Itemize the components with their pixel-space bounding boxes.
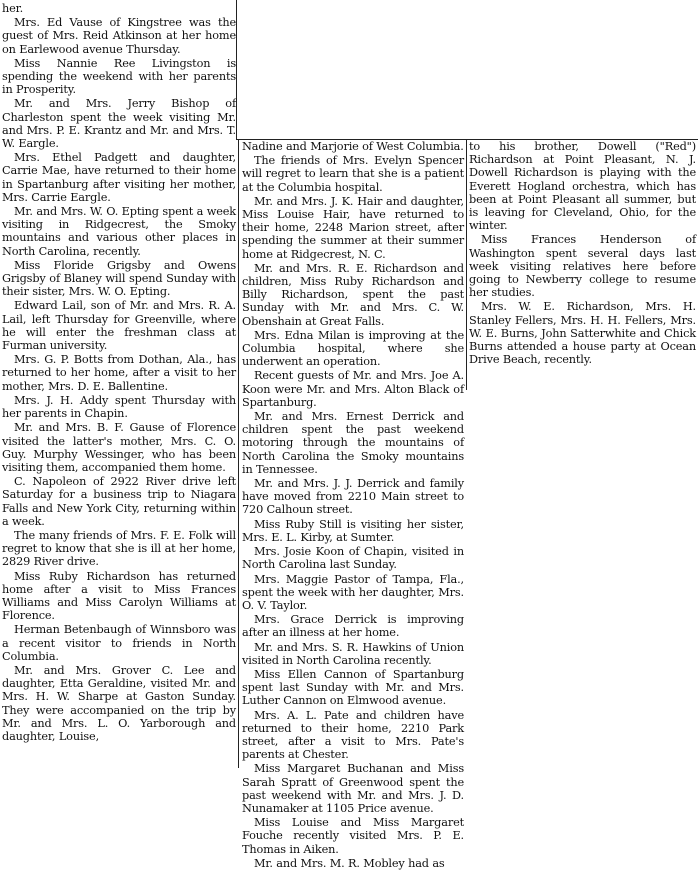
news-item: Miss Margaret Buchanan and Miss Sarah Spratt of Greenwood spent the past weekend with Mr. and Mrs. J. D. Nunamaker at 1105 Price avenue. (242, 762, 464, 815)
news-item: Mrs. W. E. Richardson, Mrs. H. Stanley Fellers, Mrs. H. H. Fellers, Mrs. W. E. Burns, John Satterwhite and Chick Burns attended a house party at Ocean Drive Beach, recently. (469, 300, 696, 367)
news-item: Mr. and Mrs. M. R. Mobley had as (254, 856, 445, 870)
news-item: to his brother, Dowell ("Red") Richardson at Point Pleasant, N. J. Dowell Richardson is playing with the Everett Hogland orchestra, which has been at Point Pleasant all summer, but is leaving for Cleveland, Ohio, for the winter. (469, 140, 696, 233)
news-item: Mr. and Mrs. W. O. Epting spent a week visiting in Ridgecrest, the Smoky mountains and various other places in North Carolina, recently. (2, 205, 236, 258)
society-column-1 (2, 2, 236, 768)
society-column-2 (242, 140, 464, 870)
news-item: Mrs. Edna Milan is improving at the Columbia hospital, where she underwent an operation. (242, 328, 464, 369)
news-item: Miss Louise and Miss Margaret Fouche recently visited Mrs. P. E. Thomas in Aiken. (242, 816, 464, 856)
news-item: Mr. and Mrs. J. J. Derrick and family have moved from 2210 Main street to 720 Calhoun street. (242, 477, 464, 517)
news-item: Nadine and Marjorie of West Columbia. (242, 140, 464, 153)
column-rule (238, 140, 239, 768)
news-item: Recent guests of Mr. and Mrs. Joe A. Koon were Mr. and Mrs. Alton Black of Spartanburg. (242, 369, 464, 409)
news-item: C. Napoleon of 2922 River drive left Saturday for a business trip to Niagara Falls and New York City, returning within a week. (2, 475, 236, 528)
news-item: Miss Floride Grigsby and Owens Grigsby of Blaney will spend Sunday with their sister, Mrs. W. O. Epting. (2, 258, 236, 299)
news-item: Mrs. Ed Vause of Kingstree was the guest of Mrs. Reid Atkinson at her home on Earlewood avenue Thursday. (2, 16, 236, 56)
news-item: Miss Ruby Richardson has returned home after a visit to Miss Frances Williams and Miss Carolyn Williams at Florence. (2, 569, 236, 623)
news-item: Miss Ellen Cannon of Spartanburg spent last Sunday with Mr. and Mrs. Luther Cannon on Elmwood avenue. (242, 667, 464, 708)
news-item: The friends of Mrs. Evelyn Spencer will regret to learn that she is a patient at the Columbia hospital. (242, 154, 464, 194)
news-item: Miss Nannie Ree Livingston is spending the weekend with her parents in Prosperity. (2, 56, 236, 97)
news-item: Miss Frances Henderson of Washington spent several days last week visiting relatives here before going to Newberry college to resume her studies. (469, 233, 696, 300)
news-item: Edward Lail, son of Mr. and Mrs. R. A. Lail, left Thursday for Greenville, where he will enter the freshman class at Furman university. (2, 299, 236, 353)
news-item: Miss Ruby Still is visiting her sister, Mrs. E. L. Kirby, at Sumter. (242, 517, 464, 544)
news-item: Mr. and Mrs. B. F. Gause of Florence visited the latter's mother, Mrs. C. O. Guy. Murphy Wessinger, who has been visiting them, accompanied them home. (2, 421, 236, 474)
column-rule (466, 140, 467, 390)
column-rule (236, 0, 237, 140)
society-column-3 (469, 140, 696, 390)
news-item: Mr. and Mrs. Grover C. Lee and daughter, Etta Geraldine, visited Mr. and Mrs. H. W. Sharpe at Gaston Sunday. They were accompanied on the trip by Mr. and Mrs. L. O. Yarborough and daughter, Louise, (2, 663, 236, 743)
news-item: Mrs. Grace Derrick is improving after an illness at her home. (242, 613, 464, 640)
news-item: Mr. and Mrs. J. K. Hair and daughter, Miss Louise Hair, have returned to their home, 2248 Marion street, after spending the summer at their summer home at Ridgecrest, N. C. (242, 194, 464, 261)
news-item: Mrs. Maggie Pastor of Tampa, Fla., spent the week with her daughter, Mrs. O. V. Taylor. (242, 572, 464, 612)
news-item: Mrs. Josie Koon of Chapin, visited in North Carolina last Sunday. (242, 545, 464, 572)
news-item: Mrs. G. P. Botts from Dothan, Ala., has returned to her home, after a visit to her mother, Mrs. D. E. Ballentine. (2, 353, 236, 393)
news-item: Herman Betenbaugh of Winnsboro was a recent visitor to friends in North Columbia. (2, 623, 236, 663)
news-item: Mr. and Mrs. Jerry Bishop of Charleston spent the week visiting Mr. and Mrs. P. E. Krantz and Mr. and Mrs. T. W. Eargle. (2, 97, 236, 151)
news-item: Mrs. Ethel Padgett and daughter, Carrie Mae, have returned to their home in Spartanburg after visiting her mother, Mrs. Carrie Eargle. (2, 151, 236, 204)
news-item: Mrs. A. L. Pate and children have returned to their home, 2210 Park street, after a visit to Mrs. Pate's parents at Chester. (242, 708, 464, 762)
news-item: Mr. and Mrs. R. E. Richardson and children, Miss Ruby Richardson and Billy Richardson, spent the past Sunday with Mr. and Mrs. C. W. Obenshain at Great Falls. (242, 261, 464, 328)
news-item: Mrs. J. H. Addy spent Thursday with her parents in Chapin. (2, 393, 236, 421)
news-item: The many friends of Mrs. F. E. Folk will regret to know that she is ill at her home, 2829 River drive. (2, 528, 236, 569)
news-item: Mr. and Mrs. Ernest Derrick and children spent the past weekend motoring through the mountains of North Carolina the Smoky mountains in Tennessee. (242, 410, 464, 476)
news-item: her. (2, 2, 24, 15)
news-item: Mr. and Mrs. S. R. Hawkins of Union visited in North Carolina recently. (242, 640, 464, 667)
